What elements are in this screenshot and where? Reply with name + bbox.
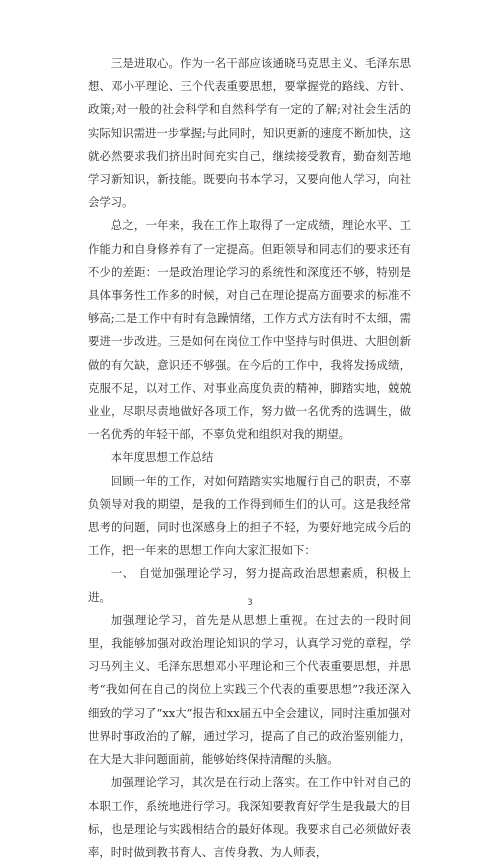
page-number: 3 bbox=[247, 598, 253, 608]
paragraph-theory-study: 加强理论学习，首先是从思想上重视。在过去的一段时间里，我能够加强对政治理论知识的学习，认真学习党的章程，学习马列主义、毛泽东思想邓小平理论和三个代表重要思想，并思考“我如何在自己的岗位上实践三个代表的重要思想”?我还深入细致的学习了“xx大”报告和xx届五中全会建议，同时注重加强对世界时事政治的了解，通过学习，提高了自己的政治鉴别能力，在大是大非问题面前，能够始终保持清醒的头脑。 bbox=[88, 612, 411, 767]
document-body bbox=[88, 52, 411, 864]
paragraph-progress: 三是进取心。作为一名干部应该通晓马克思主义、毛泽东思想、邓小平理论、三个代表重要思想，要掌握党的路线、方针、政策;对一般的社会科学和自然科学有一定的了解;对社会生活的实际知识需进一步掌握;与此同时，知识更新的速度不断加快，这就必然要求我们挤出时间充实自己，继续接受教育，勤奋刻苦地学习新知识，新技能。既要向书本学习，又要向他人学习，向社会学习。 bbox=[88, 56, 411, 210]
paragraph-action: 加强理论学习，其次是在行动上落实。在工作中针对自己的本职工作，系统地进行学习。我深知要教育好学生是我最大的目标，也是理论与实践相结合的最好体现。我要求自己必须做好表率，时时做到教书育人、言传身教、为人师表， bbox=[88, 775, 411, 859]
paragraph-review: 回顾一年的工作，对如何踏踏实实地履行自己的职责，不辜负领导对我的期望，是我的工作得到师生们的认可。这是我经常思考的问题，同时也深感身上的担子不轻，为要好地完成今后的工作，把一年来的思想工作向大家汇报如下： bbox=[88, 473, 411, 558]
section-heading-one: 一、 自觉加强理论学习，努力提高政治思想素质，积极上进。 bbox=[88, 566, 411, 604]
paragraph-summary: 总之，一年来，我在工作上取得了一定成绩，理论水平、工作能力和自身修养有了一定提高。但距领导和同志们的要求还有不少的差距：一是政治理论学习的系统性和深度还不够，特别是具体事务性工作多的时候，对自己在理论提高方面要求的标准不够高;二是工作中有时有急躁情绪，工作方式方法有时不太细，需要进一步改进。三是如何在岗位工作中坚持与时俱进、大胆创新做的有欠缺，意识还不够强。在今后的工作中，我将发扬成绩，克服不足，以对工作、对事业高度负责的精神，脚踏实地，兢兢业业，尽职尽责地做好各项工作，努力做一名优秀的选调生，做一名优秀的年轻干部，不辜负党和组织对我的期望。 bbox=[88, 218, 411, 442]
section-title: 本年度思想工作总结 bbox=[110, 450, 214, 465]
